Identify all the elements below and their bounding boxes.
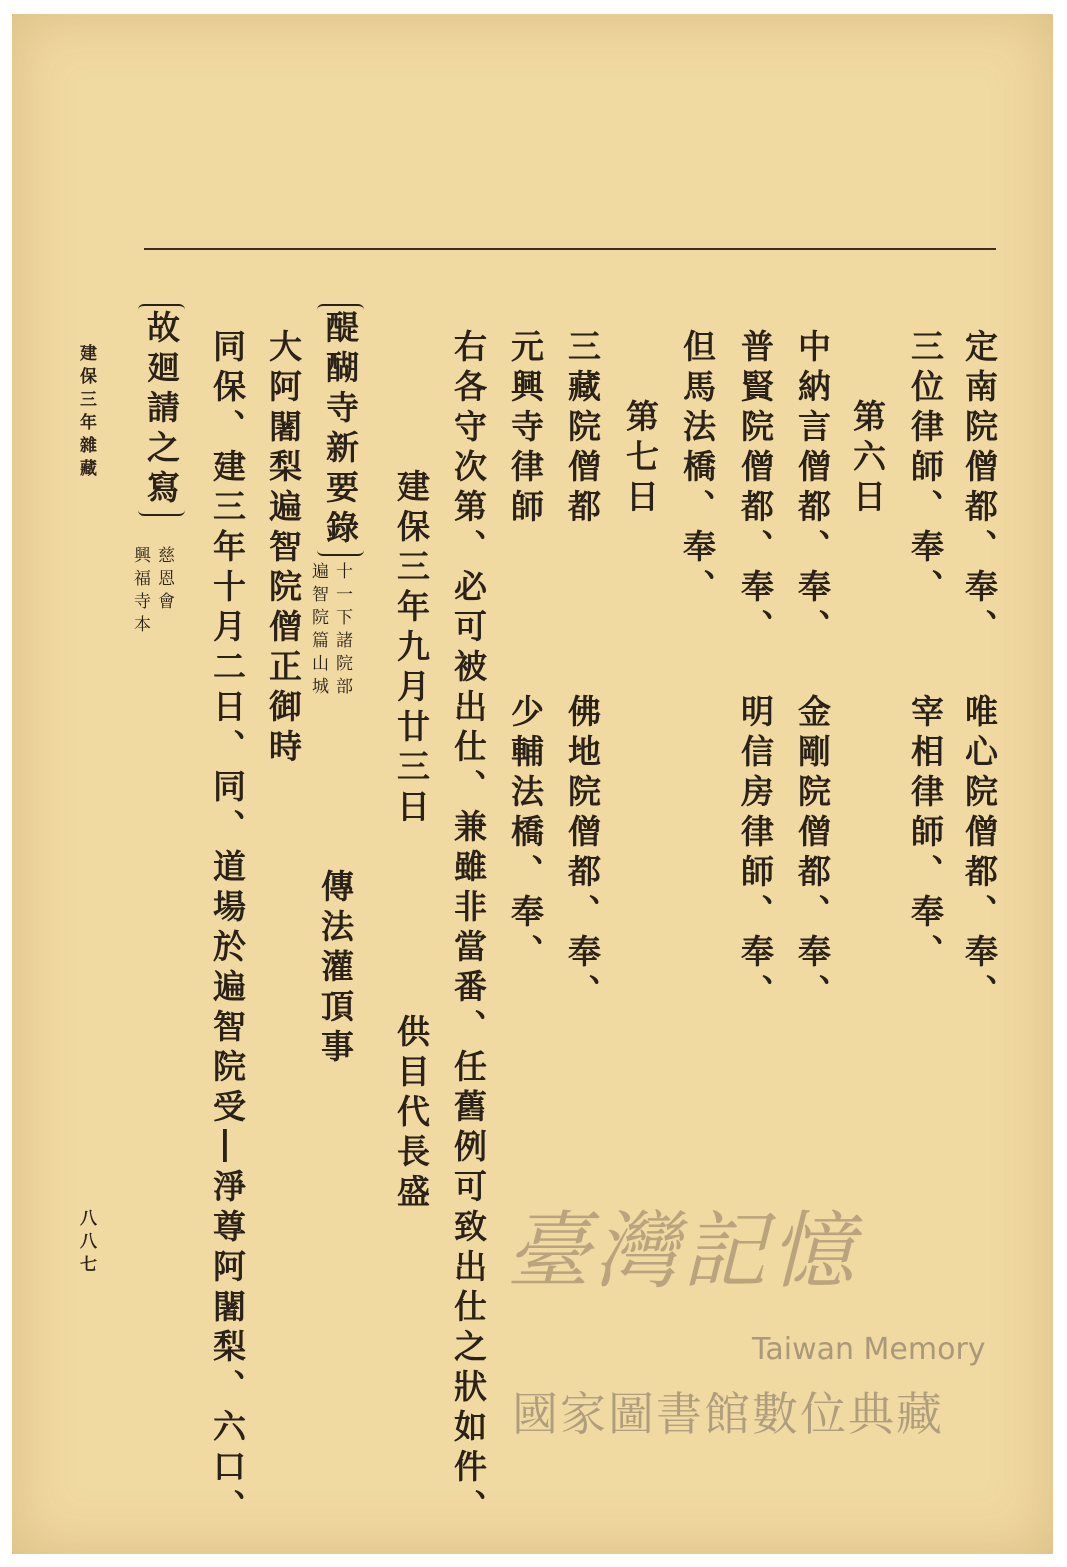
text-column: 第七日 <box>621 399 660 519</box>
text-column: 中納言僧都、奉、 <box>793 329 832 649</box>
text-column: 佛地院僧都、奉、 <box>563 694 602 1014</box>
watermark-library: 國家圖書館數位典藏 <box>512 1387 944 1441</box>
text-column: 第六日 <box>848 399 887 519</box>
scanned-page <box>12 14 1053 1554</box>
text-column: 唯心院僧都、奉、 <box>960 694 999 1014</box>
page-number: 八八七 <box>76 1209 96 1278</box>
text-column: 普賢院僧都、奉、 <box>736 329 775 649</box>
text-column: 三藏院僧都 <box>563 329 602 529</box>
text-column: 宰相律師、奉、 <box>906 694 945 974</box>
section-heading: 故廻請之寫 <box>138 304 185 516</box>
section-heading: 醍醐寺新要錄 <box>317 304 364 556</box>
note-column: 十一下諸院部 <box>332 562 352 700</box>
text-column: 右各守次第、必可被出仕、兼雖非當番、任舊例可致出仕之狀如件、 <box>449 329 488 1529</box>
text-column: 三位律師、奉、 <box>906 329 945 609</box>
text-column: 金剛院僧都、奉、 <box>793 694 832 1014</box>
note-column: 興福寺本 <box>130 546 150 638</box>
text-column: 明信房律師、奉、 <box>736 694 775 1014</box>
text-column: 建保三年九月廿三日 <box>392 469 431 829</box>
text-column: 供目代長盛 <box>392 1014 431 1214</box>
watermark-logo-chinese: 臺灣記憶 <box>506 1202 859 1300</box>
text-column: 但馬法橋、奉、 <box>678 329 717 609</box>
note-column: 慈恩會 <box>154 546 174 615</box>
note-column: 遍智院篇山城 <box>308 562 328 700</box>
text-column: 元興寺律師 <box>506 329 545 529</box>
text-column: 定南院僧都、奉、 <box>960 329 999 649</box>
note-column: 傳法灌頂事 <box>316 869 355 1069</box>
text-column: 少輔法橋、奉、 <box>506 694 545 974</box>
text-column: 大阿闍梨遍智院僧正御時 <box>264 329 303 769</box>
running-header: 建保三年雜藏 <box>76 344 96 482</box>
watermark-english: Taiwan Memory <box>752 1332 986 1367</box>
text-column: 同保、建三年十月二日、同、道場於遍智院受―淨尊阿闍梨、六口、 <box>208 329 247 1529</box>
header-rule <box>144 248 996 250</box>
